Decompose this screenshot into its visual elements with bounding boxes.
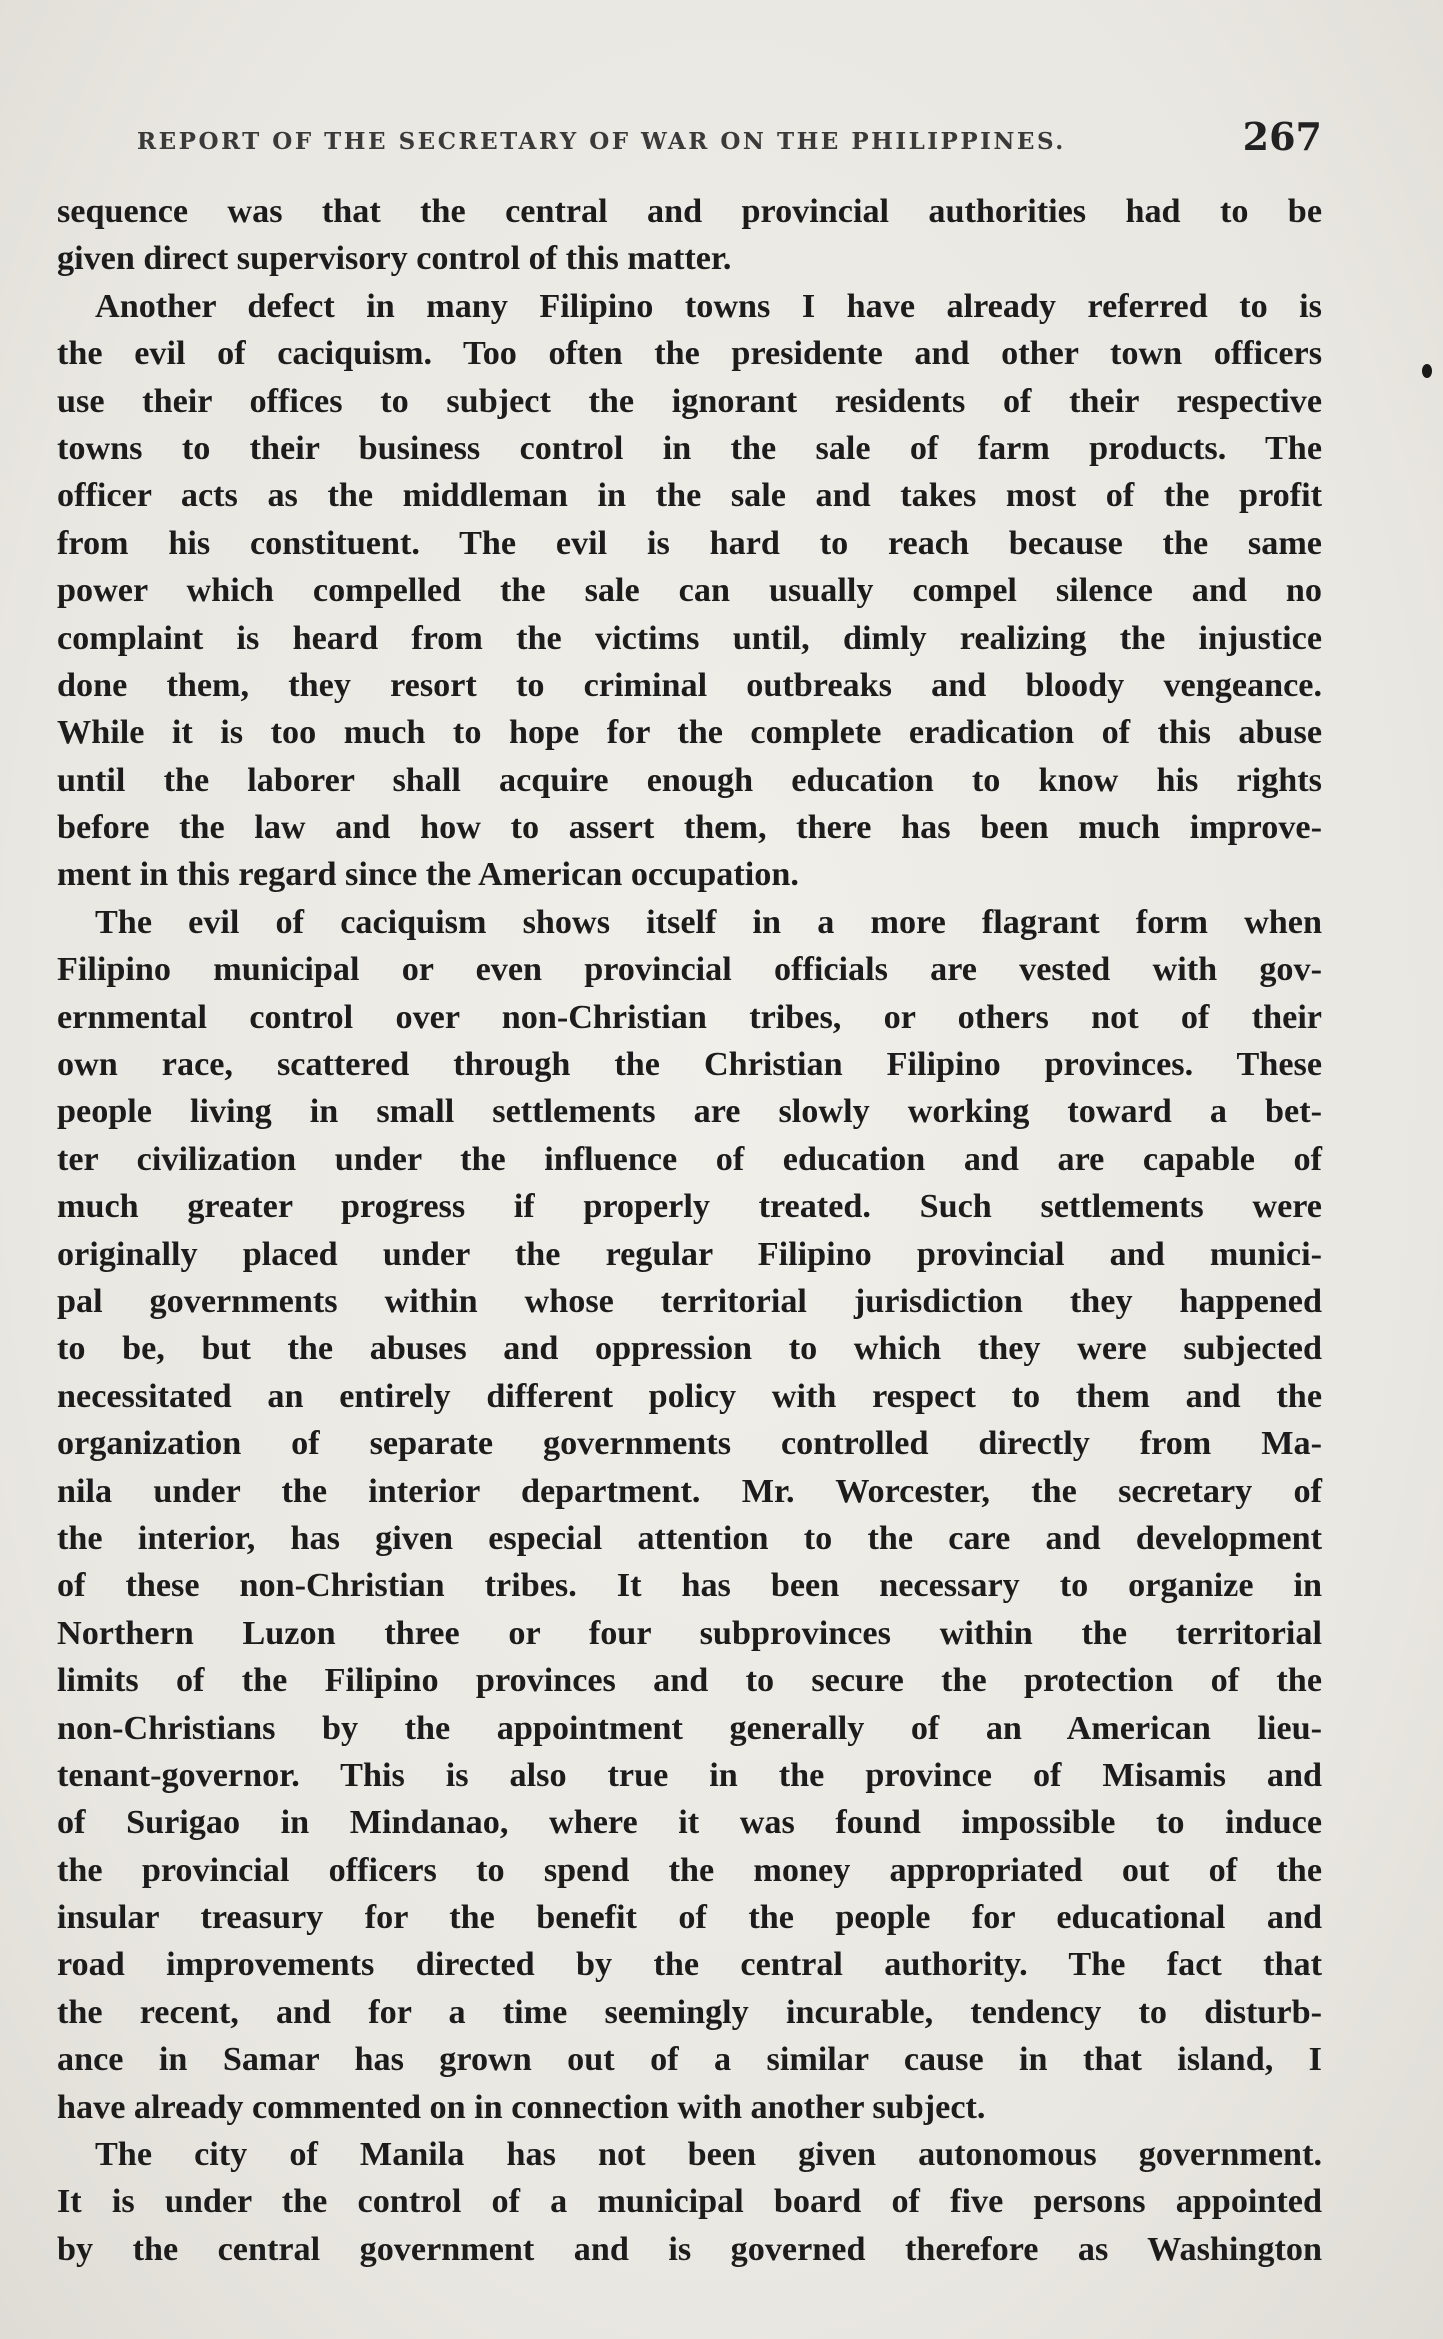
text-line: use their offices to subject the ignorant residents of their respective bbox=[57, 382, 1322, 420]
text-line: It is under the control of a municipal board of five persons appointed bbox=[57, 2183, 1322, 2221]
text-line: from his constituent. The evil is hard to reach because the same bbox=[57, 524, 1322, 562]
text-line: have already commented on in connection with another subject. bbox=[57, 2088, 986, 2126]
text-line: road improvements directed by the central authority. The fact that bbox=[57, 1946, 1322, 1984]
text-line: until the laborer shall acquire enough education to know his rights bbox=[57, 761, 1322, 799]
text-line: Filipino municipal or even provincial officials are vested with gov- bbox=[57, 951, 1322, 989]
text-line: officer acts as the middleman in the sale and takes most of the profit bbox=[57, 477, 1322, 515]
body-text bbox=[57, 188, 1322, 2273]
text-line: organization of separate governments controlled directly from Ma- bbox=[57, 1425, 1322, 1463]
text-line: sequence was that the central and provincial authorities had to be bbox=[57, 193, 1322, 230]
text-line: necessitated an entirely different policy with respect to them and the bbox=[57, 1377, 1322, 1415]
text-line: before the law and how to assert them, there has been much improve- bbox=[57, 809, 1322, 847]
text-line: the recent, and for a time seemingly incurable, tendency to disturb- bbox=[57, 1993, 1322, 2031]
text-line: people living in small settlements are slowly working toward a bet- bbox=[57, 1093, 1322, 1131]
text-line: own race, scattered through the Christian Filipino provinces. These bbox=[57, 1046, 1322, 1084]
text-line: originally placed under the regular Filipino provincial and munici- bbox=[57, 1235, 1322, 1273]
text-line: towns to their business control in the sale of farm products. The bbox=[57, 429, 1322, 467]
text-line: done them, they resort to criminal outbreaks and bloody vengeance. bbox=[57, 666, 1322, 704]
text-line: given direct supervisory control of this matter. bbox=[57, 240, 732, 278]
text-line: insular treasury for the benefit of the people for educational and bbox=[57, 1899, 1322, 1937]
text-line: the evil of caciquism. Too often the presidente and other town officers bbox=[57, 335, 1322, 373]
text-line: Another defect in many Filipino towns I have already referred to is bbox=[95, 287, 1322, 325]
text-line: to be, but the abuses and oppression to which they were subjected bbox=[57, 1330, 1322, 1368]
text-line: ance in Samar has grown out of a similar cause in that island, I bbox=[57, 2041, 1322, 2079]
text-line: of these non-Christian tribes. It has been necessary to organize in bbox=[57, 1567, 1322, 1605]
text-line: nila under the interior department. Mr. Worcester, the secretary of bbox=[57, 1472, 1322, 1510]
text-line: the interior, has given especial attention to the care and development bbox=[57, 1519, 1322, 1557]
text-line: complaint is heard from the victims until, dimly realizing the injustice bbox=[57, 619, 1322, 657]
margin-ink-dot bbox=[1422, 364, 1432, 378]
text-line: ter civilization under the influence of education and are capable of bbox=[57, 1140, 1322, 1178]
text-line: ernmental control over non-Christian tribes, or others not of their bbox=[57, 998, 1322, 1036]
text-line: While it is too much to hope for the complete eradication of this abuse bbox=[57, 714, 1322, 752]
text-line: much greater progress if properly treated. Such settlements were bbox=[57, 1188, 1322, 1226]
text-line: of Surigao in Mindanao, where it was found impossible to induce bbox=[57, 1804, 1322, 1842]
text-line: by the central government and is governed therefore as Washington bbox=[57, 2230, 1322, 2268]
page-number: 267 bbox=[1242, 114, 1322, 159]
text-line: ment in this regard since the American occupation. bbox=[57, 856, 799, 894]
text-line: tenant-governor. This is also true in the province of Misamis and bbox=[57, 1756, 1322, 1794]
page-header bbox=[57, 112, 1322, 172]
text-line: the provincial officers to spend the money appropriated out of the bbox=[57, 1851, 1322, 1889]
text-line: pal governments within whose territorial jurisdiction they happened bbox=[57, 1282, 1322, 1320]
text-line: Northern Luzon three or four subprovinces within the territorial bbox=[57, 1614, 1322, 1652]
text-line: power which compelled the sale can usually compel silence and no bbox=[57, 572, 1322, 610]
running-head: REPORT OF THE SECRETARY OF WAR ON THE PHILIPPINES. bbox=[137, 128, 1066, 155]
text-line: limits of the Filipino provinces and to secure the protection of the bbox=[57, 1662, 1322, 1700]
text-line: non-Christians by the appointment generally of an American lieu- bbox=[57, 1709, 1322, 1747]
text-line: The city of Manila has not been given autonomous government. bbox=[95, 2136, 1322, 2174]
text-line: The evil of caciquism shows itself in a more flagrant form when bbox=[95, 903, 1322, 941]
